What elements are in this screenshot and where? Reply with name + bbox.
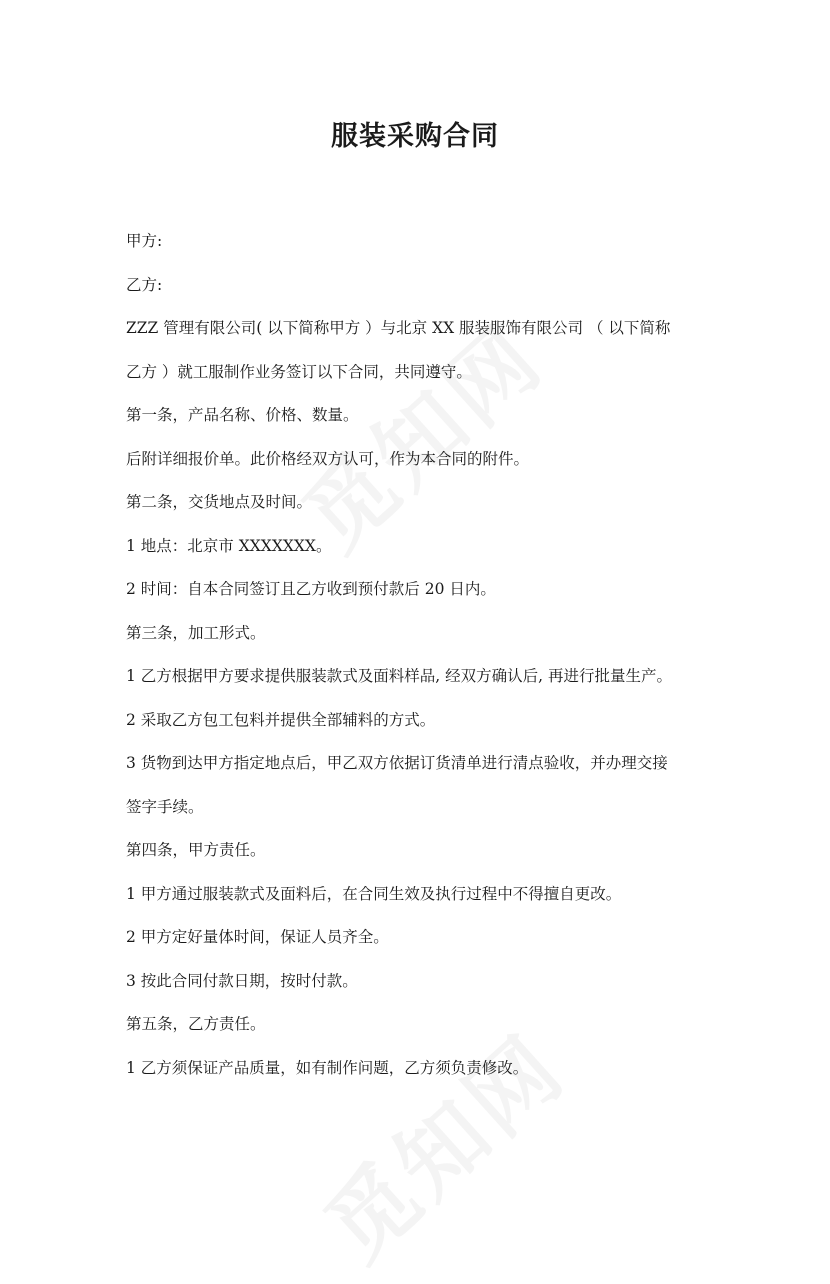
article-3-item-2: 2 采取乙方包工包料并提供全部辅料的方式。 [126, 710, 436, 729]
article-4-item-3: 3 按此合同付款日期，按时付款。 [126, 971, 358, 990]
party-a-line: 甲方: [126, 232, 163, 250]
article-2-item-1: 1 地点：北京市 XXXXXXX。 [126, 536, 332, 555]
article-3-heading: 第三条，加工形式。 [126, 623, 266, 642]
article-1-text: 后附详细报价单。此价格经双方认可，作为本合同的附件。 [126, 449, 530, 468]
article-1-heading: 第一条，产品名称、价格、数量。 [126, 406, 359, 424]
article-2-item-2: 2 时间：自本合同签订且乙方收到预付款后 20 日内。 [126, 580, 496, 598]
article-3-item-3-line-1: 3 货物到达甲方指定地点后，甲乙双方依据订货清单进行清点验收，并办理交接 [126, 754, 668, 772]
intro-paragraph-line-2: 乙方 ）就工服制作业务签订以下合同，共同遵守。 [126, 362, 472, 381]
document-body [126, 220, 716, 1090]
article-5-heading: 第五条，乙方责任。 [126, 1015, 266, 1033]
article-2-heading: 第二条，交货地点及时间。 [126, 493, 313, 511]
article-3-item-1: 1 乙方根据甲方要求提供服装款式及面料样品, 经双方确认后, 再进行批量生产。 [126, 667, 672, 685]
article-3-item-3-line-2: 签字手续。 [126, 797, 204, 816]
article-4-heading: 第四条，甲方责任。 [126, 841, 266, 859]
intro-paragraph-line-1: ZZZ 管理有限公司( 以下简称甲方 ）与北京 XX 服装服饰有限公司 （ 以下简称 [126, 319, 671, 337]
document-title: 服装采购合同 [331, 121, 499, 152]
article-4-item-2: 2 甲方定好量体时间，保证人员齐全。 [126, 928, 389, 946]
article-5-item-1: 1 乙方须保证产品质量，如有制作问题，乙方须负责修改。 [126, 1058, 529, 1077]
article-4-item-1: 1 甲方通过服装款式及面料后，在合同生效及执行过程中不得擅自更改。 [126, 884, 622, 903]
party-b-line: 乙方: [126, 275, 163, 294]
